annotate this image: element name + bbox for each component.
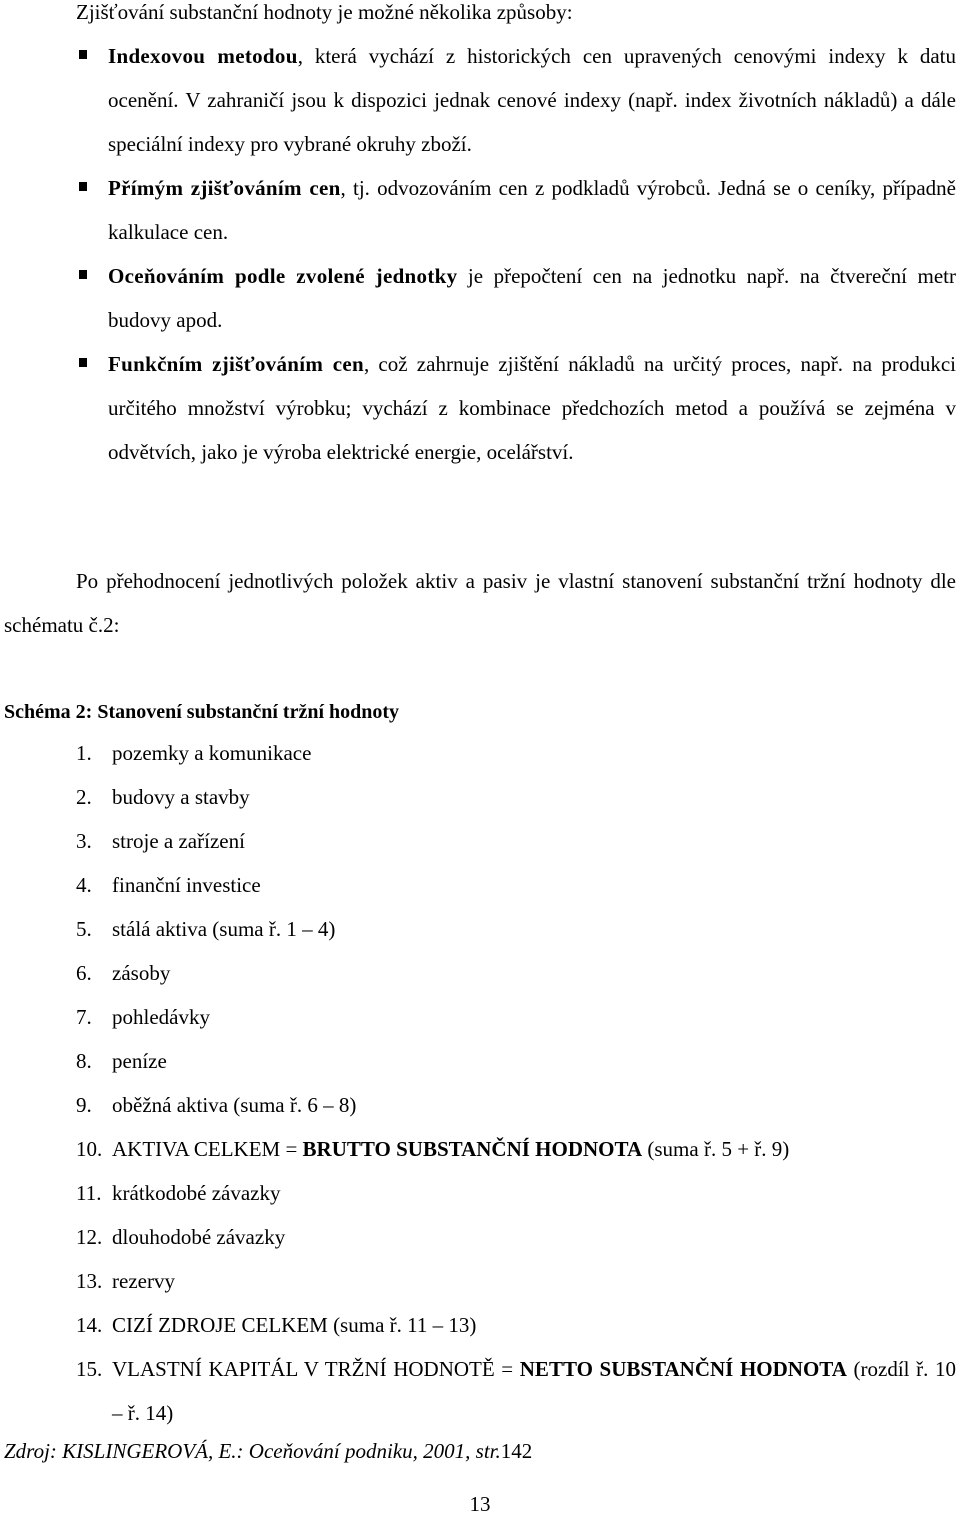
method-name: Funkčním zjišťováním cen [108, 352, 364, 376]
method-description: je přepočtení cen na jednotku např. na čtvereční metr budovy apod. [108, 264, 957, 332]
schema-item-number: 11. [76, 1181, 102, 1205]
schema-item-post: (suma ř. 5 + ř. 9) [642, 1137, 790, 1161]
schema-item-number: 2. [76, 785, 92, 809]
schema-item-number: 5. [76, 917, 92, 941]
schema-item-pre: AKTIVA CELKEM = [112, 1137, 303, 1161]
method-item [76, 254, 956, 342]
bullet-square-icon [79, 270, 87, 279]
schema-item [76, 907, 956, 951]
schema-item-text: budovy a stavby [112, 785, 250, 809]
schema-item-pre: VLASTNÍ KAPITÁL V TRŽNÍ HODNOTĚ = [112, 1357, 520, 1381]
schema-item-text: dlouhodobé závazky [112, 1225, 286, 1249]
schema-item-emphasis: BRUTTO SUBSTANČNÍ HODNOTA [302, 1137, 643, 1161]
schema-item-number: 12. [76, 1225, 103, 1249]
schema-item [76, 1303, 956, 1347]
method-name: Oceňováním podle zvolené jednotky [108, 264, 458, 288]
schema-item-text: finanční investice [112, 873, 261, 897]
schema-item-number: 13. [76, 1269, 103, 1293]
schema-item-number: 10. [76, 1137, 103, 1161]
schema-item-text: rezervy [112, 1269, 175, 1293]
method-description: , která vychází z historických cen upravených cenovými indexy k datu ocenění. V zahraničí jsou k dispozici jednak cenové indexy (např. index životních nákladů) a dále speciální indexy pro vybrané okruhy zboží. [108, 44, 957, 156]
method-item [76, 34, 956, 166]
schema-item-text: CIZÍ ZDROJE CELKEM (suma ř. 11 – 13) [112, 1313, 477, 1337]
schema-item [76, 1215, 956, 1259]
schema-item-text: peníze [112, 1049, 167, 1073]
schema-item [76, 951, 956, 995]
intro-text: Zjišťování substanční hodnoty je možné několika způsoby: [76, 0, 573, 24]
schema-item-text: stálá aktiva (suma ř. 1 – 4) [112, 917, 336, 941]
method-name: Indexovou metodou [108, 44, 298, 68]
schema-item-text: oběžná aktiva (suma ř. 6 – 8) [112, 1093, 357, 1117]
schema-list [76, 731, 956, 1435]
schema-item-number: 4. [76, 873, 92, 897]
schema-item [76, 731, 956, 775]
method-item [76, 342, 956, 474]
method-description: , tj. odvozováním cen z podkladů výrobců. Jedná se o ceníky, případně kalkulace cen. [108, 176, 956, 244]
bullet-square-icon [79, 50, 87, 59]
schema-item-post: (rozdíl ř. 10 – ř. 14) [112, 1357, 956, 1425]
source-reference: Zdroj: KISLINGEROVÁ, E.: Oceňování podniku, 2001, str. [4, 1439, 501, 1463]
schema-item-emphasis: NETTO SUBSTANČNÍ HODNOTA [519, 1357, 847, 1381]
schema-item-number: 3. [76, 829, 92, 853]
schema-item-text: stroje a zařízení [112, 829, 245, 853]
source-page: 142 [500, 1439, 533, 1463]
schema-item-text: krátkodobé závazky [112, 1181, 281, 1205]
source-citation [4, 1429, 532, 1473]
schema-item-number: 1. [76, 741, 92, 765]
schema-item [76, 995, 956, 1039]
schema-item-text: pozemky a komunikace [112, 741, 312, 765]
schema-item [76, 819, 956, 863]
schema-item-text: zásoby [112, 961, 171, 985]
schema-item-text: pohledávky [112, 1005, 210, 1029]
bullet-square-icon [79, 358, 87, 367]
schema-item-number: 14. [76, 1313, 103, 1337]
schema-item-number: 15. [76, 1357, 103, 1381]
schema-title: Schéma 2: Stanovení substanční tržní hodnoty [4, 701, 400, 723]
body-paragraph: Po přehodnocení jednotlivých položek aktiv a pasiv je vlastní stanovení substanční tržní hodnoty dle schématu č.2: [4, 569, 956, 637]
schema-item [76, 1127, 956, 1171]
schema-item [76, 1039, 956, 1083]
bullet-square-icon [79, 182, 87, 191]
schema-item [76, 1171, 956, 1215]
page-number: 13 [469, 1492, 491, 1516]
schema-item [76, 1347, 956, 1435]
schema-item [76, 775, 956, 819]
schema-item-number: 7. [76, 1005, 92, 1029]
schema-item [76, 1083, 956, 1127]
schema-item [76, 1259, 956, 1303]
method-item [76, 166, 956, 254]
method-name: Přímým zjišťováním cen [108, 176, 341, 200]
method-list [76, 34, 956, 474]
schema-item-number: 6. [76, 961, 92, 985]
schema-item-number: 8. [76, 1049, 92, 1073]
schema-item-number: 9. [76, 1093, 92, 1117]
schema-item [76, 863, 956, 907]
method-description: , což zahrnuje zjištění nákladů na určitý proces, např. na produkci určitého množství výrobku; vychází z kombinace předchozích metod a používá se zejména v odvětvích, jako je výroba elektrické energie, ocelářství. [108, 352, 956, 464]
